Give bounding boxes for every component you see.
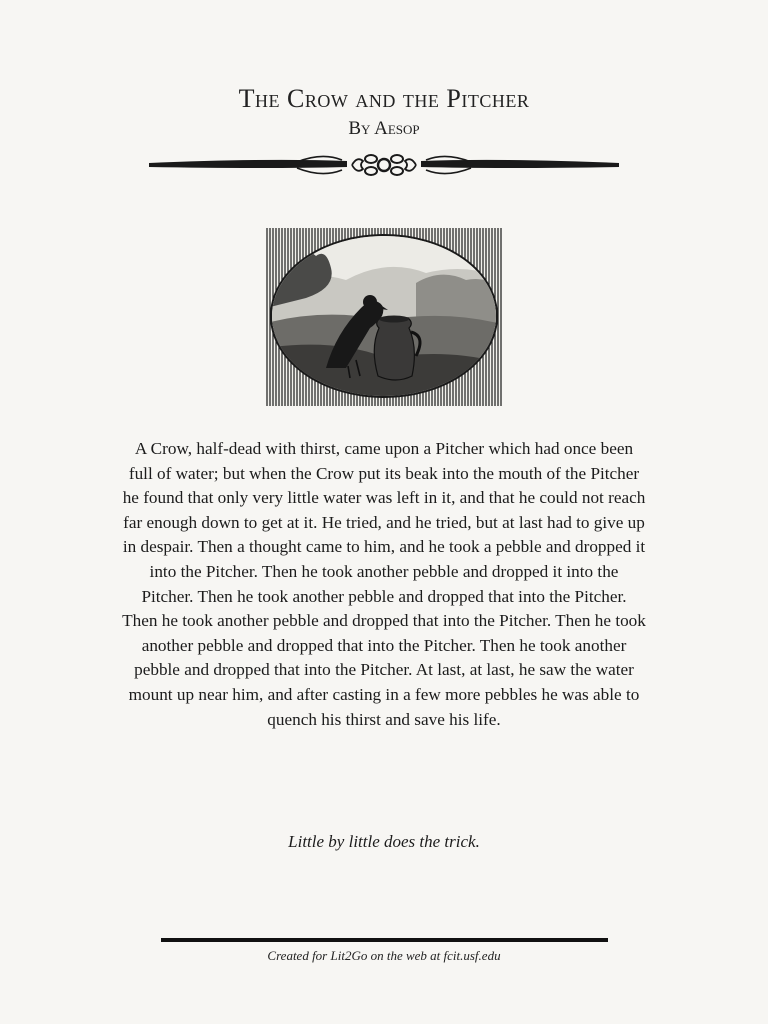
flourish-divider-icon — [147, 148, 621, 182]
footer-rule — [161, 938, 608, 942]
crow-and-pitcher-engraving — [266, 228, 502, 406]
moral-text: Little by little does the trick. — [288, 832, 480, 851]
author-line: By Aesop — [348, 118, 420, 139]
page-title: The Crow and the Pitcher — [238, 84, 530, 113]
footer-credit: Created for Lit2Go on the web at fcit.usf.edu — [267, 948, 501, 963]
story-text: A Crow, half-dead with thirst, came upon a Pitcher which had once been full of water; but when the Crow put its beak into the mouth of the Pitcher he found that only very little water was left in it, and that he could not reach far enough down to get at it. He tried, and he tried, but at last had to give up in despair. Then a thought came to him, and he took a pebble and dropped it into the Pitcher. Then he took another pebble and dropped it into the Pitcher. Then he took another pebble and dropped that into the Pitcher. Then he took another pebble and dropped that into the Pitcher. Then he took another pebble and dropped that into the Pitcher. Then he took another pebble and dropped that into the Pitcher. At last, at last, he saw the water mount up near him, and after casting in a few more pebbles he was able to quench his thirst and save his life. — [122, 439, 646, 729]
